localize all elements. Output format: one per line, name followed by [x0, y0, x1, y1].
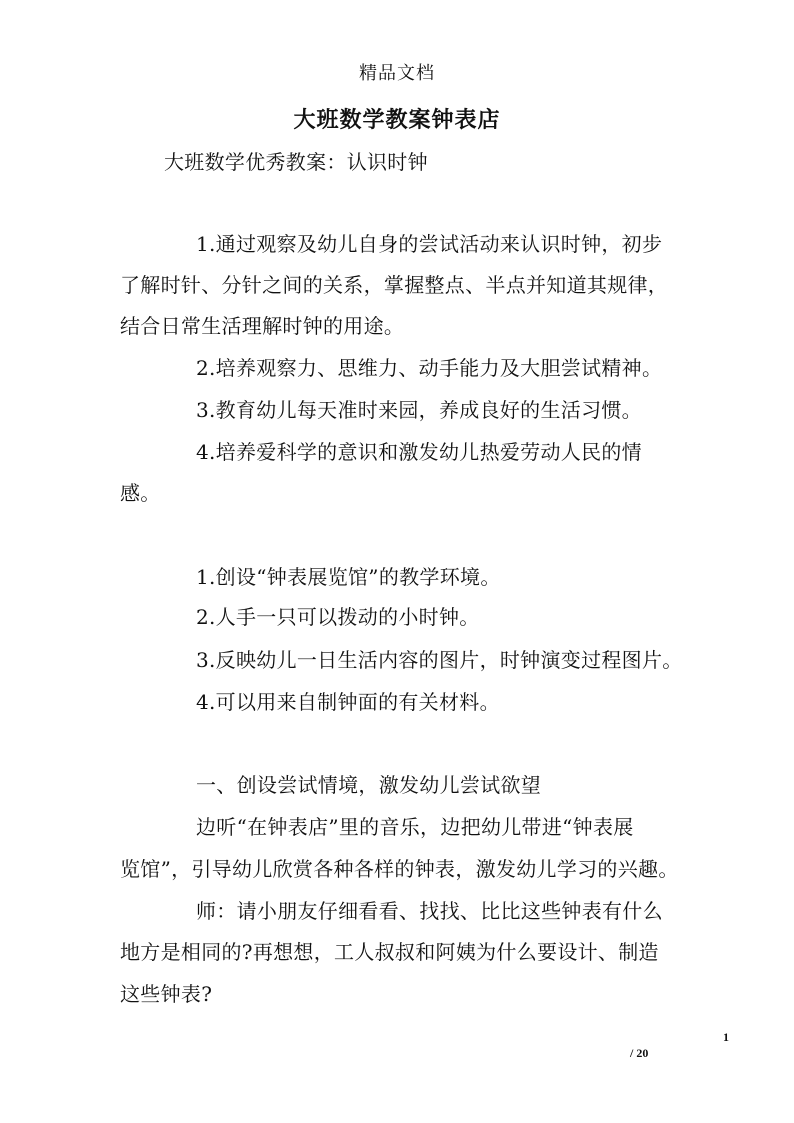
goal-4-line-2: 感。: [120, 481, 161, 505]
subtitle: 大班数学优秀教案：认识时钟: [164, 150, 428, 174]
prep-item-1: 1.创设“钟表展览馆”的教学环境。: [196, 565, 501, 589]
goal-2: 2.培养观察力、思维力、动手能力及大胆尝试精神。: [196, 356, 663, 380]
process-para-1-line-2: 览馆”，引导幼儿欣赏各种各样的钟表，激发幼儿学习的兴趣。: [120, 857, 679, 881]
process-para-2-line-1: 师：请小朋友仔细看看、找找、比比这些钟表有什么: [196, 899, 663, 923]
goal-1-line-3: 结合日常生活理解时钟的用途。: [120, 314, 405, 338]
page-header: 精品文档: [359, 63, 435, 84]
goal-1-line-2: 了解时针、分针之间的关系，掌握整点、半点并知道其规律，: [120, 273, 669, 297]
page-number: 1: [723, 1030, 729, 1044]
prep-item-2: 2.人手一只可以拨动的小时钟。: [196, 605, 480, 629]
document-title: 大班数学教案钟表店: [293, 107, 501, 133]
process-para-2-line-3: 这些钟表?: [120, 982, 213, 1006]
goal-3: 3.教育幼儿每天准时来园，养成良好的生活习惯。: [196, 398, 642, 422]
process-para-2-line-2: 地方是相同的?再想想，工人叔叔和阿姨为什么要设计、制造: [120, 940, 659, 964]
prep-item-4: 4.可以用来自制钟面的有关材料。: [196, 690, 500, 714]
goal-1-line-1: 1.通过观察及幼儿自身的尝试活动来认识时钟，初步: [196, 232, 663, 256]
process-para-1-line-1: 边听“在钟表店”里的音乐，边把幼儿带进“钟表展: [196, 815, 634, 839]
goal-4-line-1: 4.培养爱科学的意识和激发幼儿热爱劳动人民的情: [196, 440, 642, 464]
prep-item-3: 3.反映幼儿一日生活内容的图片，时钟演变过程图片。: [196, 648, 683, 672]
page-total: / 20: [630, 1046, 649, 1060]
process-heading: 一、创设尝试情境，激发幼儿尝试欲望: [196, 773, 542, 797]
